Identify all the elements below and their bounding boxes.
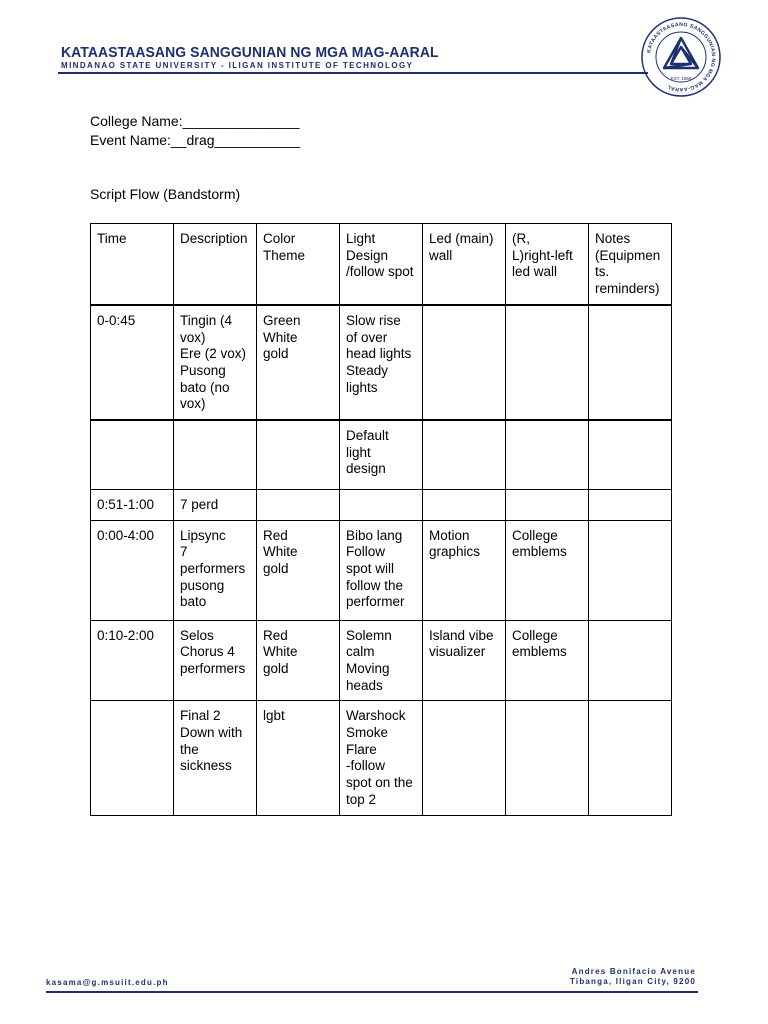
cell-line: top 2	[346, 791, 377, 807]
table-cell	[340, 305, 423, 420]
table-cell	[589, 620, 672, 701]
cell-line: vox)	[180, 396, 206, 412]
cell-line: Down with	[180, 725, 243, 741]
table-cell	[589, 489, 672, 520]
cell-line: design	[346, 461, 386, 477]
university-subtitle: MINDANAO STATE UNIVERSITY - ILIGAN INSTITUTE OF TECHNOLOGY	[61, 61, 414, 70]
cell-line: Bibo lang	[346, 527, 403, 543]
cell-line: Notes	[595, 231, 631, 246]
cell-line: follow the	[346, 577, 404, 593]
table-cell	[91, 305, 174, 420]
seal-est-text: EST. 1968	[670, 76, 692, 81]
table-cell	[174, 520, 257, 620]
cell-line: White	[263, 644, 298, 660]
table-cell	[340, 620, 423, 701]
cell-line: Ere (2 vox)	[180, 346, 247, 362]
table-row	[91, 701, 672, 816]
table-cell	[506, 305, 589, 420]
cell-line: L)right-left	[512, 247, 573, 263]
table-cell	[257, 620, 340, 701]
table-cell	[257, 305, 340, 420]
cell-line: Follow	[346, 544, 386, 560]
cell-line: gold	[263, 560, 289, 576]
cell-line: emblems	[512, 544, 567, 560]
seal-logo	[640, 16, 722, 98]
table-cell	[506, 489, 589, 520]
cell-line: lgbt	[263, 708, 285, 724]
cell-line: Color	[263, 231, 296, 246]
header-cell	[506, 224, 589, 305]
seal-ring-text: KATAASTAASANG SANGGUNIAN NG MGA MAG-AARAL	[646, 21, 717, 93]
cell-line: 7 perd	[180, 496, 219, 512]
table-cell	[91, 701, 174, 816]
event-name-field: Event Name:__drag___________	[90, 132, 301, 148]
table-cell	[91, 520, 174, 620]
cell-line: Default	[346, 428, 389, 444]
cell-line: Final 2	[180, 708, 221, 724]
cell-line: Chorus 4	[180, 644, 235, 660]
cell-line: Slow rise	[346, 312, 401, 328]
cell-line: light	[346, 444, 371, 460]
table-cell	[506, 520, 589, 620]
cell-line: Led (main)	[429, 231, 494, 246]
cell-line: (Equipmen	[595, 247, 661, 263]
header-cell	[340, 224, 423, 305]
table-cell	[91, 420, 174, 489]
cell-line: spot will	[346, 560, 395, 576]
header-cell	[423, 224, 506, 305]
cell-line: White	[263, 329, 298, 345]
cell-line: reminders)	[595, 281, 660, 297]
cell-line: pusong	[180, 577, 225, 593]
cell-line: College	[512, 627, 558, 643]
cell-line: Pusong	[180, 362, 226, 378]
table-row	[91, 489, 672, 520]
cell-line: gold	[263, 660, 289, 676]
table-row	[91, 520, 672, 620]
table-cell	[589, 701, 672, 816]
table-cell	[423, 489, 506, 520]
table-cell	[257, 489, 340, 520]
cell-line: sickness	[180, 758, 232, 774]
address-line-2: Tibanga, Iligan City, 9200	[569, 977, 696, 986]
contact-email: kasama@g.msuiit.edu.ph	[46, 978, 169, 987]
cell-line: Theme	[263, 247, 306, 263]
table-cell	[589, 420, 672, 489]
table-cell	[589, 520, 672, 620]
table-cell	[423, 420, 506, 489]
table-cell	[91, 620, 174, 701]
cell-line: White	[263, 544, 298, 560]
cell-line: Time	[97, 231, 127, 246]
table-cell	[257, 520, 340, 620]
cell-line: Island vibe	[429, 627, 494, 643]
cell-line: Red	[263, 627, 288, 643]
cell-line: Smoke	[346, 725, 389, 741]
college-name-field: College Name:_______________	[90, 113, 300, 129]
cell-line: graphics	[429, 544, 481, 560]
cell-line: wall	[429, 247, 453, 263]
cell-line: /follow spot	[346, 264, 414, 280]
cell-line: Lipsync	[180, 527, 226, 543]
cell-line: Tingin (4	[180, 312, 233, 328]
cell-line: Selos	[180, 627, 214, 643]
table-row	[91, 305, 672, 420]
cell-line: heads	[346, 677, 383, 693]
cell-line: gold	[263, 346, 289, 362]
cell-line: vox)	[180, 329, 206, 345]
cell-line: Description	[180, 231, 248, 246]
cell-line: ts.	[595, 264, 610, 280]
table-cell	[340, 489, 423, 520]
table-cell	[257, 701, 340, 816]
table-cell	[340, 420, 423, 489]
table-cell	[91, 489, 174, 520]
cell-line: Red	[263, 527, 288, 543]
table-cell	[506, 620, 589, 701]
cell-line: of over	[346, 329, 388, 345]
cell-line: Light	[346, 231, 376, 246]
table-cell	[340, 701, 423, 816]
header-divider	[58, 72, 648, 74]
table-cell	[174, 620, 257, 701]
cell-line: performer	[346, 594, 405, 610]
cell-line: led wall	[512, 264, 558, 280]
table-cell	[506, 420, 589, 489]
cell-line: performers	[180, 660, 246, 676]
table-cell	[174, 701, 257, 816]
footer-divider	[46, 991, 698, 993]
table-cell	[174, 420, 257, 489]
cell-line: spot on the	[346, 775, 413, 791]
table-row	[91, 420, 672, 489]
table-cell	[506, 701, 589, 816]
table-header-row	[91, 224, 672, 305]
cell-line: visualizer	[429, 644, 486, 660]
cell-line: emblems	[512, 644, 567, 660]
table-cell	[174, 489, 257, 520]
cell-line: 0:00-4:00	[97, 527, 155, 543]
table-cell	[423, 620, 506, 701]
cell-line: the	[180, 741, 199, 757]
cell-line: 0:10-2:00	[97, 627, 155, 643]
cell-line: 7	[180, 544, 188, 560]
cell-line: (R,	[512, 231, 530, 246]
cell-line: Steady	[346, 362, 389, 378]
cell-line: calm	[346, 644, 375, 660]
cell-line: 0-0:45	[97, 312, 136, 328]
cell-line: Motion	[429, 527, 470, 543]
header-cell	[91, 224, 174, 305]
cell-line: Flare	[346, 741, 377, 757]
table-cell	[423, 305, 506, 420]
cell-line: College	[512, 527, 558, 543]
footer-address	[570, 967, 696, 987]
header-cell	[589, 224, 672, 305]
organization-title: KATAASTAASANG SANGGUNIAN NG MGA MAG-AARAL	[61, 44, 439, 61]
cell-line: Solemn	[346, 627, 392, 643]
cell-line: 0:51-1:00	[97, 496, 155, 512]
table-cell	[340, 520, 423, 620]
cell-line: bato	[180, 594, 207, 610]
table-cell	[174, 305, 257, 420]
triangle-emblem-icon	[664, 38, 698, 68]
header-cell	[174, 224, 257, 305]
address-line-1: Andres Bonifacio Avenue	[571, 967, 696, 976]
cell-line: head lights	[346, 346, 412, 362]
cell-line: Warshock	[346, 708, 406, 724]
table-cell	[423, 701, 506, 816]
script-flow-table	[90, 223, 672, 816]
cell-line: Moving	[346, 660, 390, 676]
cell-line: lights	[346, 379, 378, 395]
event-form-fields	[90, 112, 300, 150]
table-cell	[589, 305, 672, 420]
table-row	[91, 620, 672, 701]
script-flow-title: Script Flow (Bandstorm)	[90, 186, 241, 202]
table-cell	[257, 420, 340, 489]
cell-line: Green	[263, 312, 301, 328]
cell-line: Design	[346, 247, 389, 263]
cell-line: performers	[180, 560, 246, 576]
table-cell	[423, 520, 506, 620]
cell-line: -follow	[346, 758, 386, 774]
cell-line: bato (no	[180, 379, 230, 395]
header-cell	[257, 224, 340, 305]
